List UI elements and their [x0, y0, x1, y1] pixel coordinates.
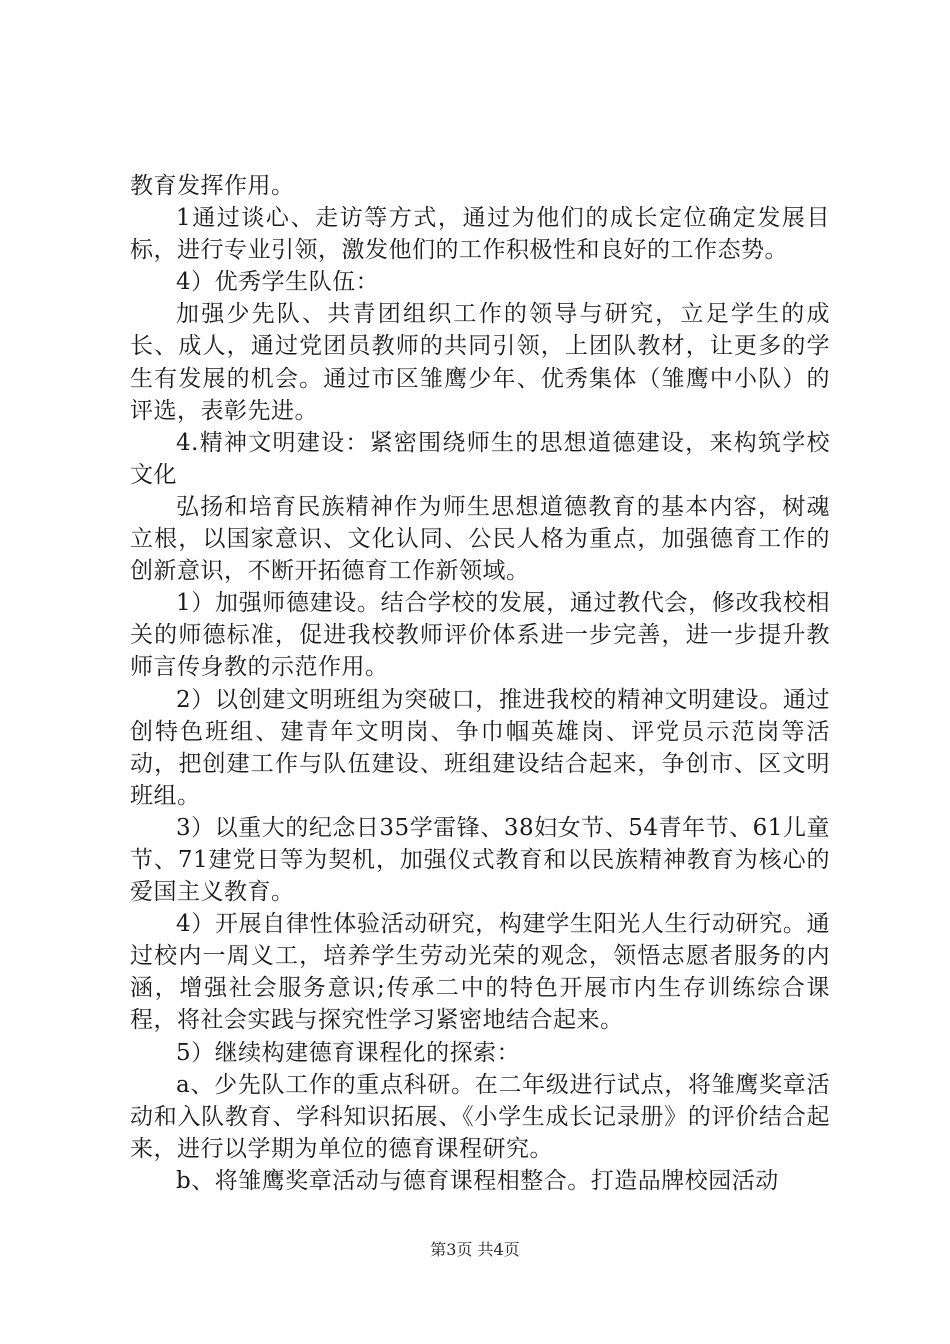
page-footer: 第3页 共4页	[430, 1240, 520, 1259]
body-paragraph: a、少先队工作的重点科研。在二年级进行试点，将雏鹰奖章活动和入队教育、学科知识拓展、《小学生成长记录册》的评价结合起来，进行以学期为单位的德育课程研究。	[130, 1071, 830, 1162]
body-paragraph: 教育发挥作用。	[130, 173, 295, 199]
body-paragraph: 4.精神文明建设：紧密围绕师生的思想道德建设，来构筑学校文化	[130, 429, 830, 488]
body-paragraph: 2）以创建文明班组为突破口，推进我校的精神文明建设。通过创特色班组、建青年文明岗、争巾帼英雄岗、评党员示范岗等活动，把创建工作与队伍建设、班组建设结合起来，争创市、区文明班组。	[130, 686, 830, 809]
document-body	[130, 170, 830, 1197]
body-paragraph: 4）优秀学生队伍：	[176, 269, 380, 296]
body-paragraph: 1）加强师德建设。结合学校的发展，通过教代会，修改我校相关的师德标准，促进我校教师评价体系进一步完善，进一步提升教师言传身教的示范作用。	[130, 590, 830, 681]
body-paragraph: b、将雏鹰奖章活动与德育课程相整合。打造品牌校园活动	[176, 1167, 779, 1194]
body-paragraph: 弘扬和培育民族精神作为师生思想道德教育的基本内容，树魂立根，以国家意识、文化认同、公民人格为重点，加强德育工作的创新意识，不断开拓德育工作新领域。	[130, 493, 830, 585]
body-paragraph: 1通过谈心、走访等方式，通过为他们的成长定位确定发展目标，进行专业引领，激发他们的工作积极性和良好的工作态势。	[130, 205, 830, 264]
body-paragraph: 5）继续构建德育课程化的探索：	[176, 1039, 521, 1066]
body-paragraph: 4）开展自律性体验活动研究，构建学生阳光人生行动研究。通过校内一周义工，培养学生劳动光荣的观念，领悟志愿者服务的内涵，增强社会服务意识;传承二中的特色开展市内生存训练综合课程，将社会实践与探究性学习紧密地结合起来。	[130, 911, 830, 1034]
body-paragraph: 加强少先队、共青团组织工作的领导与研究，立足学生的成长、成人，通过党团员教师的共同引领，上团队教材，让更多的学生有发展的机会。通过市区雏鹰少年、优秀集体（雏鹰中小队）的评选，表彰先进。	[130, 301, 830, 424]
body-paragraph: 3）以重大的纪念日35学雷锋、38妇女节、54青年节、61儿童节、71建党日等为契机，加强仪式教育和以民族精神教育为核心的爱国主义教育。	[130, 814, 830, 906]
